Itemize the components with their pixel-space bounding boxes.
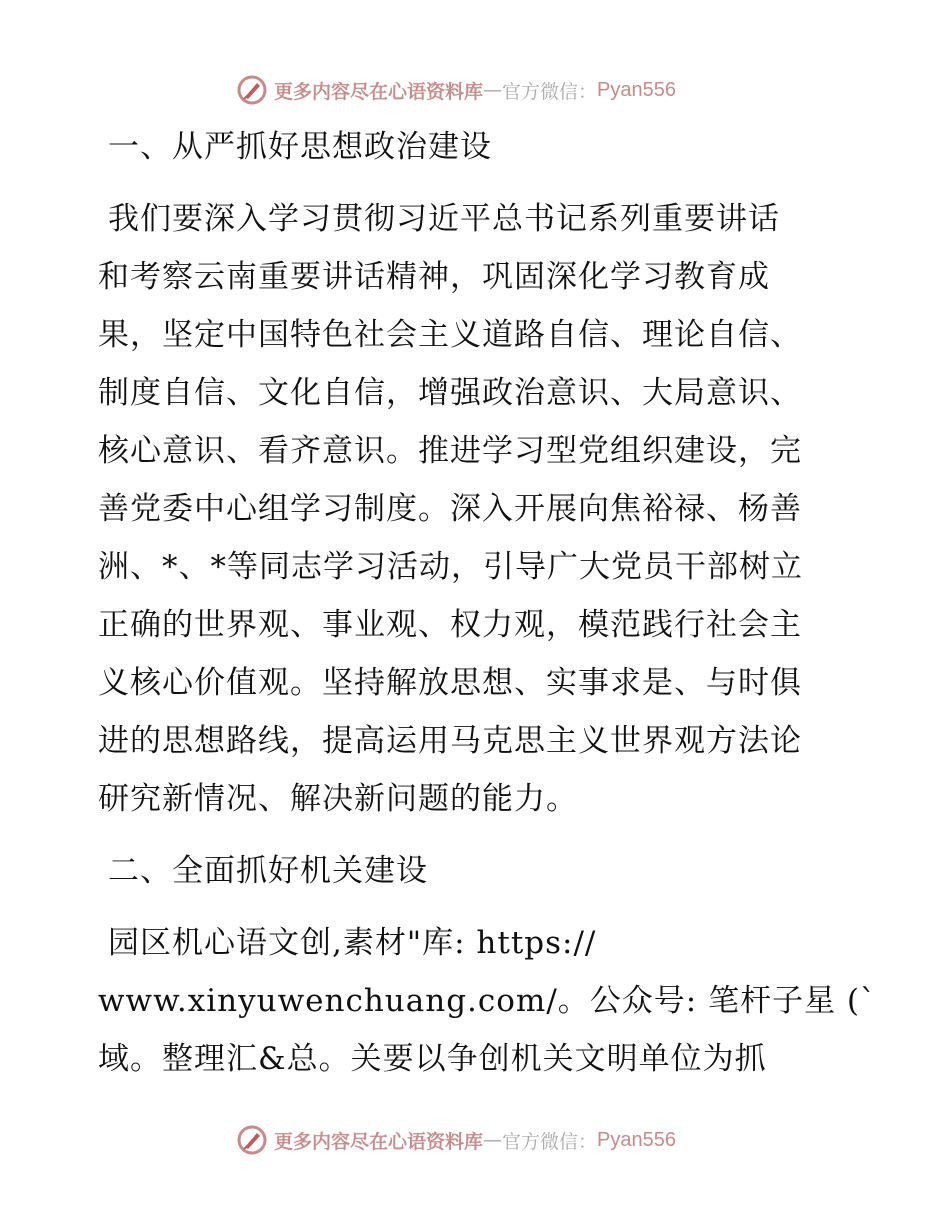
paragraph-line: 核心意识、看齐意识。推进学习型党组织建设，完 xyxy=(98,433,802,469)
watermark-separator: — xyxy=(483,79,503,101)
quill-logo-icon xyxy=(236,74,268,106)
paragraph-line: 我们要深入学习贯彻习近平总书记系列重要讲话 xyxy=(108,201,780,237)
paragraph-line: 洲、*、*等同志学习活动，引导广大党员干部树立 xyxy=(98,549,803,585)
section-2-heading: 二、全面抓好机关建设 xyxy=(108,853,428,889)
paragraph-line: 正确的世界观、事业观、权力观，模范践行社会主 xyxy=(98,607,802,643)
quill-logo-icon xyxy=(236,1124,268,1156)
section-1-heading: 一、从严抓好思想政治建设 xyxy=(108,129,492,165)
watermark-separator: — xyxy=(483,1129,503,1151)
paragraph-line: 果，坚定中国特色社会主义道路自信、理论自信、 xyxy=(98,317,802,353)
watermark-wechat-handle: Pyan556 xyxy=(597,78,676,101)
section-1-paragraph xyxy=(98,190,858,828)
paragraph-line: 义核心价值观。坚持解放思想、实事求是、与时俱 xyxy=(98,665,802,701)
document-body xyxy=(98,118,877,1088)
paragraph-line: 制度自信、文化自信，增强政治意识、大局意识、 xyxy=(98,375,802,411)
paragraph-line: 和考察云南重要讲话精神，巩固深化学习教育成 xyxy=(98,259,770,295)
watermark-wechat-label: 官方微信： xyxy=(502,1130,598,1153)
paragraph-line: 善党委中心组学习制度。深入开展向焦裕禄、杨善 xyxy=(98,491,802,527)
header-watermark xyxy=(236,72,716,108)
paragraph-line: 研究新情况、解决新问题的能力。 xyxy=(98,781,578,817)
section-2-paragraph xyxy=(98,914,877,1088)
footer-watermark xyxy=(236,1122,716,1158)
watermark-wechat-handle: Pyan556 xyxy=(597,1128,676,1151)
watermark-brand: 更多内容尽在心语资料库 xyxy=(274,1130,484,1153)
paragraph-line: www.xinyuwenchuang.com/。公众号: 笔杆子星 (` xyxy=(98,983,877,1019)
watermark-brand: 更多内容尽在心语资料库 xyxy=(274,80,484,103)
paragraph-line: 园区机心语文创,素材"库: https:// xyxy=(108,925,597,961)
watermark-wechat-label: 官方微信： xyxy=(502,80,598,103)
paragraph-line: 域。整理汇&总。关要以争创机关文明单位为抓 xyxy=(98,1041,767,1077)
paragraph-line: 进的思想路线，提高运用马克思主义世界观方法论 xyxy=(98,723,802,759)
